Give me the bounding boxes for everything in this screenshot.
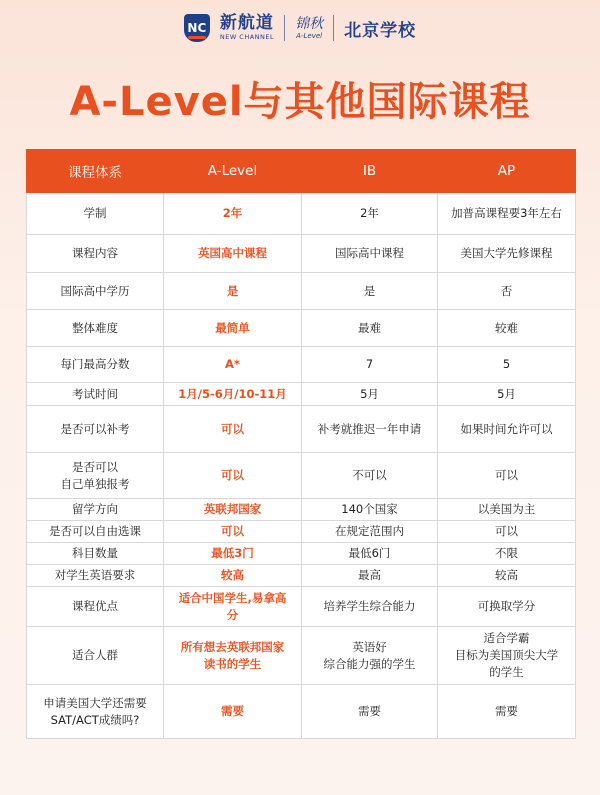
row-label-cell: 科目数量 <box>27 543 164 565</box>
table-row <box>27 587 576 627</box>
row-label-cell: 对学生英语要求 <box>27 565 164 587</box>
row-label-cell: 国际高中学历 <box>27 273 164 310</box>
header-cell: 课程体系 <box>27 150 164 193</box>
table-cell: 较高 <box>438 565 576 587</box>
table-cell: 最简单 <box>164 310 302 347</box>
table-cell: 需要 <box>438 685 576 739</box>
table-cell: 英语好 综合能力强的学生 <box>302 627 438 685</box>
row-label-cell: 是否可以自由选课 <box>27 521 164 543</box>
header-cell: A-Level <box>164 150 302 193</box>
new-channel-logo-icon: NC <box>184 14 210 42</box>
table-row <box>27 235 576 273</box>
table-cell: 较高 <box>164 565 302 587</box>
sub-brand <box>295 17 323 40</box>
table-cell: 140个国家 <box>302 499 438 521</box>
table-row <box>27 499 576 521</box>
table-cell: 需要 <box>164 685 302 739</box>
header <box>0 0 600 56</box>
table-cell: 2年 <box>164 193 302 235</box>
table-cell: 如果时间允许可以 <box>438 406 576 453</box>
table-cell: 适合学霸 目标为美国顶尖大学 的学生 <box>438 627 576 685</box>
table-cell: 补考就推迟一年申请 <box>302 406 438 453</box>
table-cell: 是 <box>302 273 438 310</box>
header-divider <box>284 15 285 41</box>
table-cell: 可以 <box>438 453 576 499</box>
row-label-cell: 申请美国大学还需要 SAT/ACT成绩吗? <box>27 685 164 739</box>
page-title: A-Level与其他国际课程 <box>69 79 531 125</box>
sub-brand-name: 锦秋 <box>295 15 324 32</box>
table-cell: 可以 <box>164 453 302 499</box>
brand-block <box>220 15 274 41</box>
table-row <box>27 565 576 587</box>
table-cell: 最难 <box>302 310 438 347</box>
table-cell: 1月/5-6月/10-11月 <box>164 383 302 406</box>
comparison-table <box>26 149 576 739</box>
table-cell: 否 <box>438 273 576 310</box>
table-cell: 可以 <box>164 521 302 543</box>
table-cell: A* <box>164 347 302 383</box>
table-cell: 所有想去英联邦国家 读书的学生 <box>164 627 302 685</box>
table-cell: 培养学生综合能力 <box>302 587 438 627</box>
table-row <box>27 627 576 685</box>
table-row <box>27 383 576 406</box>
row-label-cell: 整体难度 <box>27 310 164 347</box>
table-cell: 英联邦国家 <box>164 499 302 521</box>
table-cell: 可换取学分 <box>438 587 576 627</box>
row-label-cell: 每门最高分数 <box>27 347 164 383</box>
brand-name-en: NEW CHANNEL <box>219 33 275 42</box>
sub-brand-name-en: A-Level <box>296 31 323 40</box>
table-cell: 在规定范围内 <box>302 521 438 543</box>
table-cell: 英国高中课程 <box>164 235 302 273</box>
row-label-cell: 学制 <box>27 193 164 235</box>
table-cell: 不可以 <box>302 453 438 499</box>
table-row <box>27 273 576 310</box>
table-cell: 需要 <box>302 685 438 739</box>
row-label-cell: 适合人群 <box>27 627 164 685</box>
table-cell: 美国大学先修课程 <box>438 235 576 273</box>
table-cell: 可以 <box>164 406 302 453</box>
row-label-cell: 是否可以补考 <box>27 406 164 453</box>
table-cell: 最高 <box>302 565 438 587</box>
table-cell: 5 <box>438 347 576 383</box>
table-cell: 最低6门 <box>302 543 438 565</box>
table-row <box>27 347 576 383</box>
table-row <box>27 453 576 499</box>
row-label-cell: 留学方向 <box>27 499 164 521</box>
table-row <box>27 685 576 739</box>
table-cell: 5月 <box>438 383 576 406</box>
table-cell: 国际高中课程 <box>302 235 438 273</box>
table-header-row <box>27 150 576 193</box>
table-cell: 7 <box>302 347 438 383</box>
school-name: 北京学校 <box>344 20 417 41</box>
table-cell: 较难 <box>438 310 576 347</box>
row-label-cell: 考试时间 <box>27 383 164 406</box>
brand-name: 新航道 <box>219 13 274 34</box>
row-label-cell: 是否可以 自己单独报考 <box>27 453 164 499</box>
table-row <box>27 193 576 235</box>
table-cell: 是 <box>164 273 302 310</box>
header-cell: IB <box>302 150 438 193</box>
header-cell: AP <box>438 150 576 193</box>
table-row <box>27 406 576 453</box>
table-cell: 5月 <box>302 383 438 406</box>
header-divider <box>333 15 334 41</box>
table-cell: 2年 <box>302 193 438 235</box>
table-cell: 最低3门 <box>164 543 302 565</box>
row-label-cell: 课程内容 <box>27 235 164 273</box>
table-cell: 可以 <box>438 521 576 543</box>
table-cell: 加普高课程要3年左右 <box>438 193 576 235</box>
table-cell: 以美国为主 <box>438 499 576 521</box>
table-row <box>27 543 576 565</box>
table-cell: 适合中国学生,易拿高 分 <box>164 587 302 627</box>
table-row <box>27 310 576 347</box>
table-cell: 不限 <box>438 543 576 565</box>
row-label-cell: 课程优点 <box>27 587 164 627</box>
table-row <box>27 521 576 543</box>
